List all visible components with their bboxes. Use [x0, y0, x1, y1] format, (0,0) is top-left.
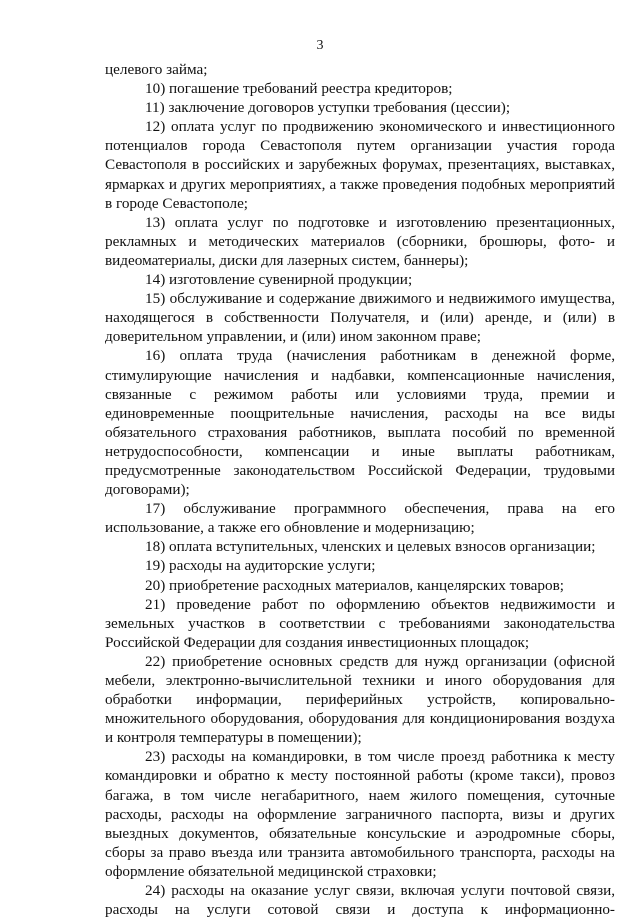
list-item-17: 17) обслуживание программного обеспечения, права на его использование, а также его обновление и модернизацию; — [105, 500, 615, 537]
list-item-15: 15) обслуживание и содержание движимого и недвижимого имущества, находящегося в собственности Получателя, и (или) аренде, и (или) в доверительном управлении, и (или) ином законном праве; — [105, 290, 615, 346]
list-item-22: 22) приобретение основных средств для нужд организации (офисной мебели, электронно-вычислительной техники и иного оборудования для обработки информации, периферийных устройств, копировально-множительного оборудования, оборудования для кондиционирования воздуха и контроля температуры в помещении); — [105, 652, 615, 747]
list-item-19: 19) расходы на аудиторские услуги; — [145, 557, 376, 575]
document-body — [105, 60, 615, 919]
page-number: 3 — [316, 38, 324, 53]
list-item-24: 24) расходы на оказание услуг связи, включая услуги почтовой связи, расходы на услуги сотовой связи и доступа к информационно- — [105, 882, 615, 919]
list-item-11: 11) заключение договоров уступки требования (цессии); — [145, 99, 511, 117]
list-item-14: 14) изготовление сувенирной продукции; — [145, 271, 413, 289]
list-item-16: 16) оплата труда (начисления работникам в денежной форме, стимулирующие начисления и надбавки, компенсационные начисления, связанные с режимом работы или условиями труда, премии и единовременные поощрительные начисления, расходы на все виды обязательного страхования работников, выплата пособий по временной нетрудоспособности, компенсации и иные выплаты работникам, предусмотренные законодательством Российской Федерации, трудовыми договорами); — [105, 347, 615, 499]
list-item-23: 23) расходы на командировки, в том числе проезд работника к месту командировки и обратно к месту постоянной работы (кроме такси), провоз багажа, в том числе негабаритного, наем жилого помещения, суточные расходы, расходы на оформление заграничного паспорта, визы и других выездных документов, обязательные консульские и аэродромные сборы, сборы за право въезда или транзита автомобильного транспорта, расходы на оформление обязательной медицинской страховки; — [105, 748, 615, 880]
list-item-10: 10) погашение требований реестра кредиторов; — [145, 80, 453, 98]
list-item-18: 18) оплата вступительных, членских и целевых взносов организации; — [145, 538, 596, 556]
list-item-20: 20) приобретение расходных материалов, канцелярских товаров; — [145, 576, 564, 594]
paragraph-continuation: целевого займа; — [105, 61, 208, 78]
list-item-21: 21) проведение работ по оформлению объектов недвижимости и земельных участков в соответствии с требованиями законодательства Российской Федерации для создания инвестиционных площадок; — [105, 595, 615, 651]
list-item-13: 13) оплата услуг по подготовке и изготовлению презентационных, рекламных и методических материалов (сборники, брошюры, фото- и видеоматериалы, диски для лазерных систем, баннеры); — [105, 213, 615, 269]
list-item-12: 12) оплата услуг по продвижению экономического и инвестиционного потенциалов города Севастополя путем организации участия города Севастополя в российских и зарубежных форумах, презентациях, выставках, ярмарках и других мероприятиях, а также проведения подобных мероприятий в городе Севастополе; — [105, 118, 615, 212]
